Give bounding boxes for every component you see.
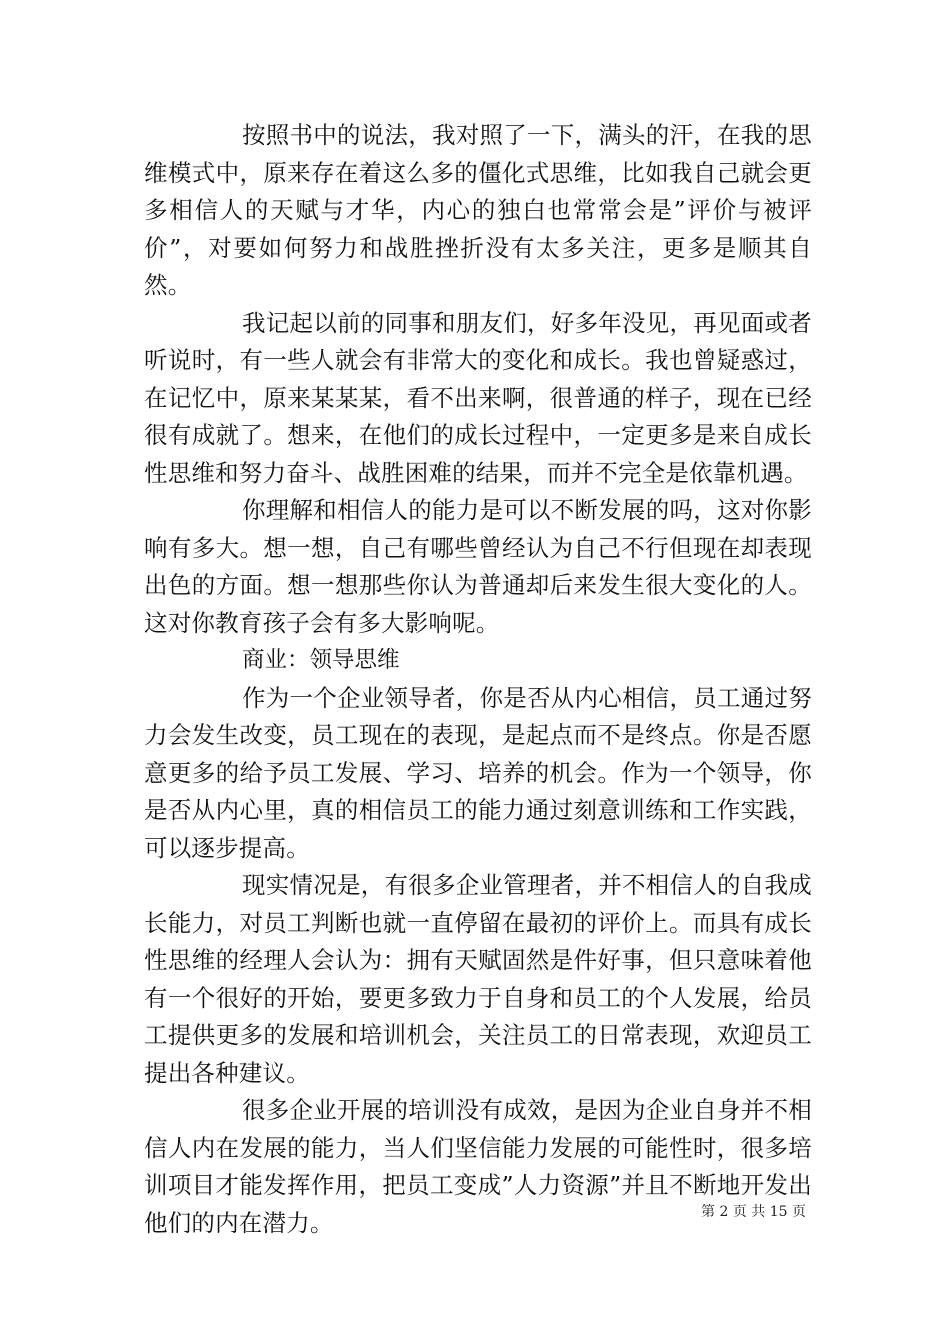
paragraph-reflection: 按照书中的说法，我对照了一下，满头的汗，在我的思维模式中，原来存在着这么多的僵化式思维，比如我自己就会更多相信人的天赋与才华，内心的独白也常常会是”评价与被评价”，对要如何努力和战胜挫折没有太多关注，更多是顺其自然。 (144, 121, 812, 299)
paragraph-leader: 作为一个企业领导者，你是否从内心相信，员工通过努力会发生改变，员工现在的表现，是起点而不是终点。你是否愿意更多的给予员工发展、学习、培养的机会。作为一个领导，你是否从内心里，真的相信员工的能力通过刻意训练和工作实践，可以逐步提高。 (144, 683, 812, 862)
paragraph-reality: 现实情况是，有很多企业管理者，并不相信人的自我成长能力，对员工判断也就一直停留在最初的评价上。而具有成长性思维的经理人会认为：拥有天赋固然是件好事，但只意味着他有一个很好的开始，要更多致力于自身和员工的个人发展，给员工提供更多的发展和培训机会，关注员工的日常表现，欢迎员工提出各种建议。 (144, 871, 812, 1087)
page-body (144, 117, 812, 1242)
section-heading: 商业：领导思维 (242, 647, 400, 673)
page-number: 第 2 页 共 15 页 (701, 1204, 806, 1220)
paragraph-colleagues: 我记起以前的同事和朋友们，好多年没见，再见面或者听说时，有一些人就会有非常大的变化和成长。我也曾疑惑过，在记忆中，原来某某某，看不出来啊，很普通的样子，现在已经很有成就了。想来，在他们的成长过程中，一定更多是来自成长性思维和努力奋斗、战胜困难的结果，而并不完全是依靠机遇。 (144, 308, 812, 487)
paragraph-question: 你理解和相信人的能力是可以不断发展的吗，这对你影响有多大。想一想，自己有哪些曾经认为自己不行但现在却表现出色的方面。想一想那些你认为普通却后来发生很大变化的人。这对你教育孩子会有多大影响呢。 (144, 496, 812, 637)
paragraph-training: 很多企业开展的培训没有成效，是因为企业自身并不相信人内在发展的能力，当人们坚信能力发展的可能性时，很多培训项目才能发挥作用，把员工变成”人力资源”并且不断地开发出他们的内在潜力。 (144, 1096, 812, 1237)
